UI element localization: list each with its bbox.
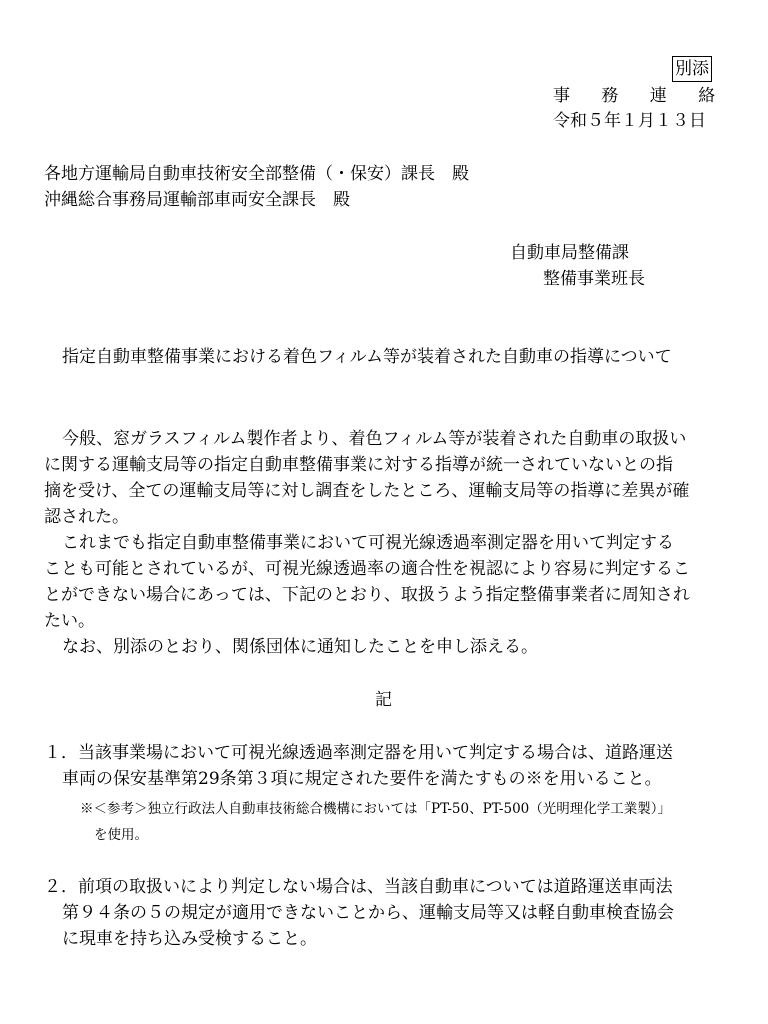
body-line: 認された。	[44, 507, 129, 527]
attachment-label: 別添	[672, 56, 712, 82]
body-line: なお、別添のとおり、関係団体に通知したことを申し添える。	[62, 637, 538, 657]
item-1-line: １．当該事業場において可視光線透過率測定器を用いて判定する場合は、道路運送	[44, 743, 673, 763]
sender-department: 自動車局整備課	[510, 243, 629, 263]
item-2-line: 第９４条の５の規定が適用できないことから、運輸支局等又は軽自動車検査協会	[62, 903, 674, 923]
body-line: 今般、窓ガラスフィルム製作者より、着色フィルム等が装着された自動車の取扱い	[62, 429, 687, 449]
body-line: たい。	[44, 611, 95, 631]
item-2-line: に現車を持ち込み受検すること。	[62, 929, 317, 949]
item-1-line: 車両の保安基準第29条第３項に規定された要件を満たすもの※を用いること。	[62, 769, 662, 789]
recipient-1: 各地方運輸局自動車技術安全部整備（・保安）課長 殿	[44, 164, 469, 184]
document-date: 令和５年１月１３日	[553, 111, 706, 131]
item-2-line: ２．前項の取扱いにより判定しない場合は、当該自動車については道路運送車両法	[44, 877, 673, 897]
document-title: 指定自動車整備事業における着色フィルム等が装着された自動車の指導について	[62, 347, 672, 367]
recipient-2: 沖縄総合事務局運輸部車両安全課長 殿	[44, 190, 350, 210]
body-line: 摘を受け、全ての運輸支局等に対し調査をしたところ、運輸支局等の指導に差異が確	[44, 481, 690, 501]
body-line: これまでも指定自動車整備事業において可視光線透過率測定器を用いて判定する	[62, 533, 674, 553]
item-1-note: を使用。	[94, 827, 148, 843]
document-type: 事 務 連 絡	[553, 86, 716, 106]
ki-heading: 記	[375, 690, 392, 710]
body-line: ことも可能とされているが、可視光線透過率の適合性を視認により容易に判定するこ	[44, 559, 690, 579]
sender-position: 整備事業班長	[543, 269, 645, 289]
body-line: とができない場合にあっては、下記のとおり、取扱うよう指定整備事業者に周知され	[44, 585, 690, 605]
body-line: に関する運輸支局等の指定自動車整備事業に対する指導が統一されていないとの指	[44, 455, 673, 475]
item-1-note: ※＜参考＞独立行政法人自動車技術総合機構においては「PT-50、PT-500（光明理化学工業製）」	[80, 801, 672, 817]
